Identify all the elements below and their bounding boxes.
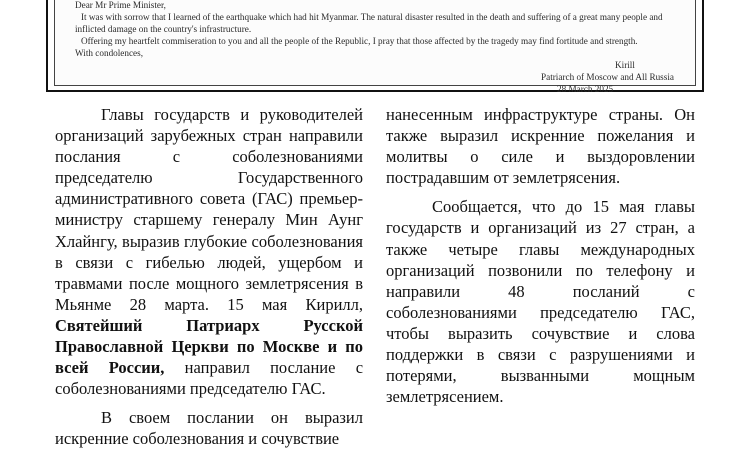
letter-line-3: Offering my heartfelt commiseration to you and all the people of the Republic, I pray that those affected by the tragedy may find fortitude and strength. [81,36,638,46]
article-paragraph [55,407,363,449]
letter-line-2: inflicted damage on the country's infrastructure. [75,24,252,34]
letter-date: 28 March 2025 [557,84,614,94]
condolence-letter-frame [46,0,704,92]
article-paragraph: нанесенным инфраструктуре страны. Он также выразил искренние пожелания и молитвы о силе и выздоровлении пострадавшим от землетрясения. [386,105,695,188]
letter-signer-title: Patriarch of Moscow and All Russia [541,72,674,82]
paragraph-text: Сообщается, что до 15 мая главы государств и организаций из 27 стран, а также четыре главы международных организаций позвонили по телефону и направили 48 посланий с соболезнованиями председателю ГАС, чтобы выразить сочувствие и слова поддержки в связи с разрушениями и потерями, вызванными мощным землетрясением. [386,197,695,407]
paragraph-text: В своем послании он выразил искренние соболезнования и сочувствие [55,408,363,449]
letter-line-1: It was with sorrow that I learned of the earthquake which had hit Myanmar. The natural disaster resulted in the death and suffering of a great many people and [81,12,663,22]
paragraph-text: Главы государств и руководителей организаций зарубежных стран направили послания с соболезнованиями председателю Государственного административного совета (ГАС) премьер-министру старшему генералу Мин Аунг Хлайнгу, выразив глубокие соболезнования в связи с гибелью людей, ущербом и травмами после мощного землетрясения в Мьянме 28 марта. 15 мая Кирилл, [55,105,363,314]
patriarch-title-bold: Святейший Патриарх Русской Православной Церкви по Москве и по всей России, [55,315,363,378]
condolence-letter [54,0,696,94]
article-paragraph [386,196,695,407]
letter-signer: Kirill [615,60,635,70]
article-paragraph [55,104,363,399]
letter-salutation: Dear Mr Prime Minister, [75,0,166,10]
article-left-column [55,104,363,450]
letter-closing: With condolences, [75,48,144,58]
paragraph-text: направил послание с соболезнованиями председателю ГАС. [55,358,364,399]
article-right-column [386,104,695,407]
